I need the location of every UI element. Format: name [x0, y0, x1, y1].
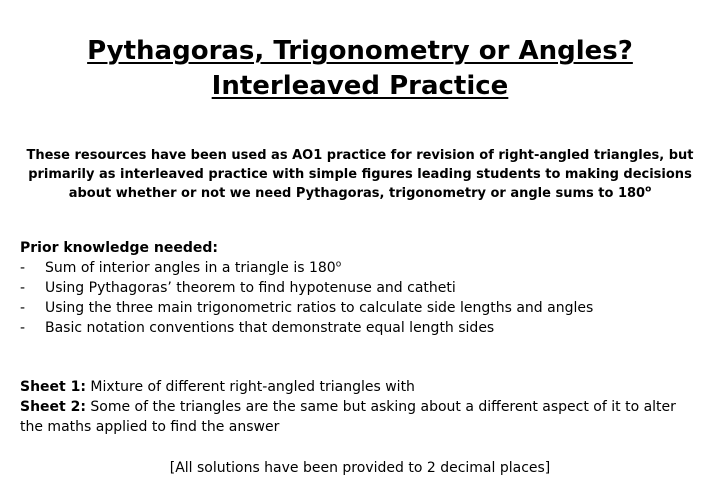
list-item-label: Using the three main trigonometric ratios to calculate side lengths and angles	[45, 300, 594, 316]
degree-symbol: o	[645, 184, 652, 195]
title-line-2: Interleaved Practice	[211, 71, 509, 101]
bullet-dash: -	[20, 260, 26, 276]
list-item	[20, 298, 710, 318]
list-item-label: Sum of interior angles in a triangle is 180	[45, 260, 336, 276]
sheet-2-text: Some of the triangles are the same but asking about a different aspect of it to alter the maths applied to find the answer	[20, 399, 676, 435]
sheets-section	[20, 377, 690, 437]
prior-knowledge-heading: Prior knowledge needed:	[20, 240, 218, 256]
list-item	[20, 278, 710, 298]
list-item-text	[45, 258, 341, 278]
solutions-note: [All solutions have been provided to 2 decimal places]	[169, 460, 551, 476]
page-title	[0, 34, 720, 104]
sheet-1-label: Sheet 1:	[20, 379, 86, 395]
intro-paragraph	[14, 146, 706, 203]
list-item	[20, 258, 710, 278]
list-item	[20, 318, 710, 338]
prior-knowledge-section	[20, 238, 710, 338]
sheet-2-description	[20, 397, 690, 437]
list-item-label: Basic notation conventions that demonstrate equal length sides	[45, 320, 495, 336]
bullet-dash: -	[20, 300, 26, 316]
bullet-dash: -	[20, 280, 26, 296]
sheet-2-label: Sheet 2:	[20, 399, 86, 415]
sheet-1-text: Mixture of different right-angled triangles with	[85, 379, 415, 395]
sheet-1-description	[20, 377, 690, 397]
degree-symbol: o	[335, 259, 342, 270]
title-line-1: Pythagoras, Trigonometry or Angles?	[87, 36, 633, 66]
intro-text: These resources have been used as AO1 practice for revision of right-angled triangles, but primarily as interleaved practice with simple figures leading students to making decisions about whether or not we need Pythagoras, trigonometry or angle sums to 180	[26, 148, 694, 201]
bullet-dash: -	[20, 320, 26, 336]
list-item-label: Using Pythagoras’ theorem to find hypotenuse and catheti	[45, 280, 456, 296]
